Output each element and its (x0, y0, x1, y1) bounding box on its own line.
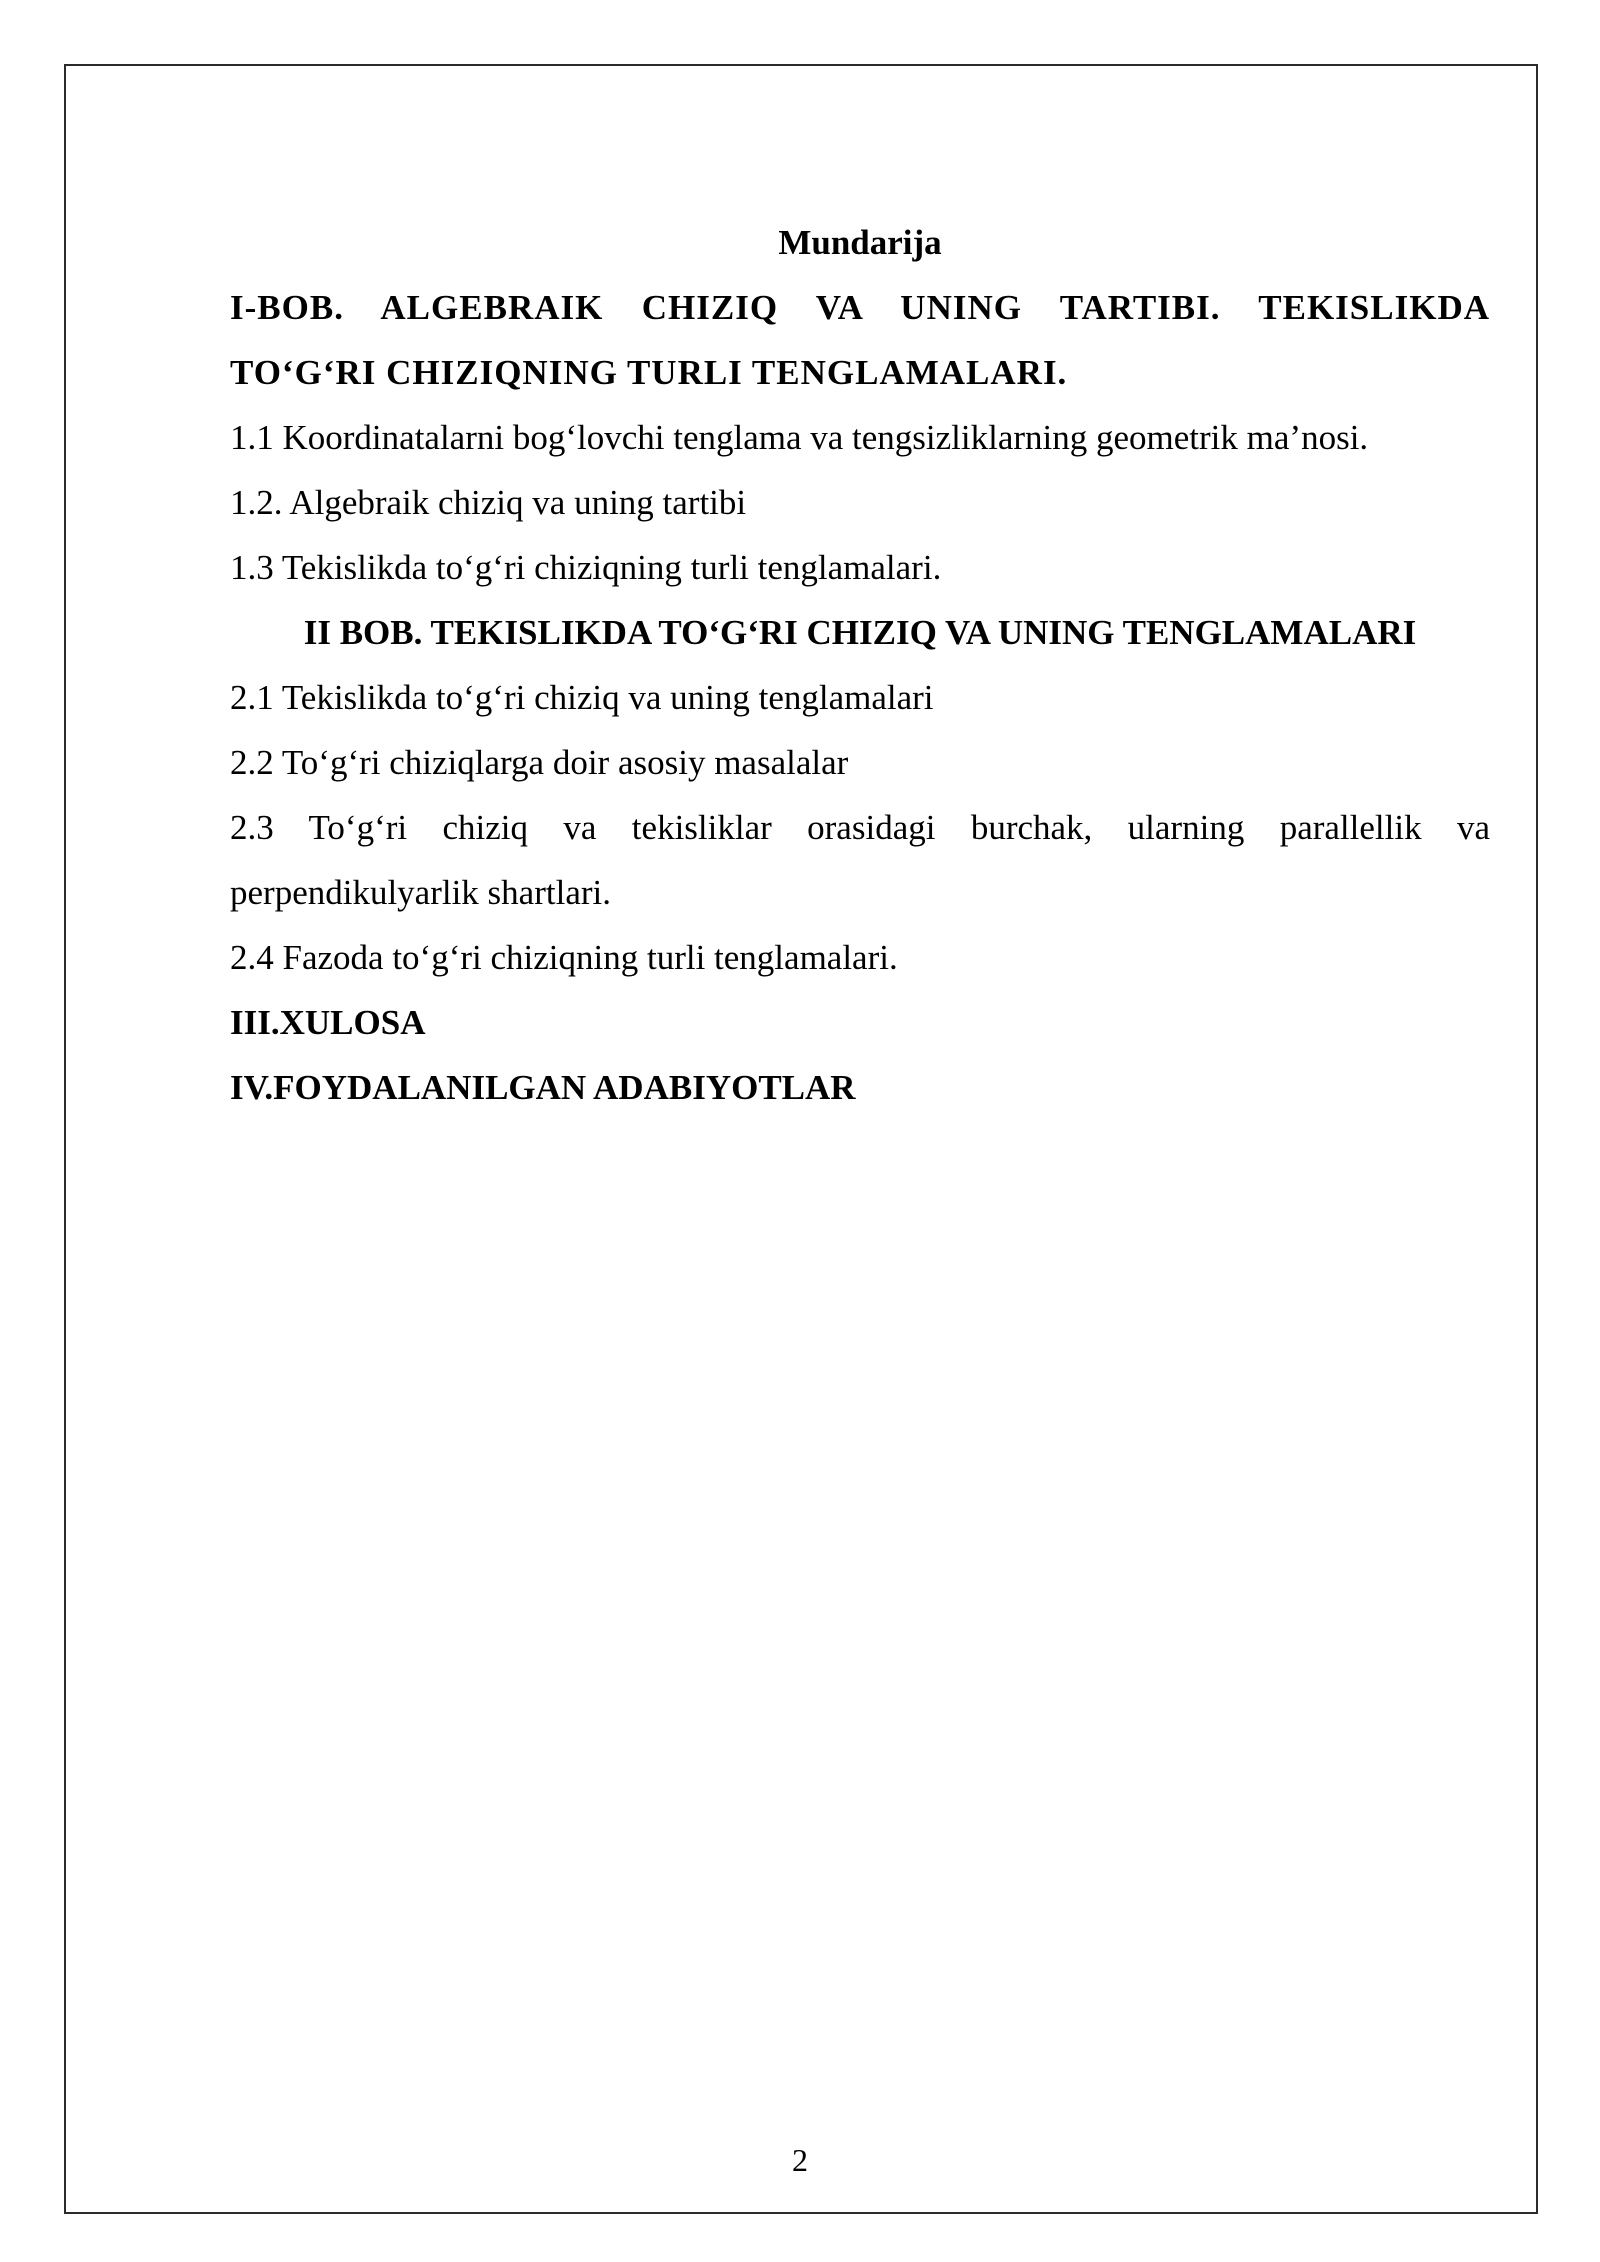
chapter-2-heading: II BOB. TEKISLIKDA TO‘G‘RI CHIZIQ VA UNING TENGLAMALARI (303, 613, 1417, 652)
table-of-contents (230, 210, 1490, 1120)
toc-title: Mundarija (778, 223, 942, 262)
toc-item-2-4: 2.4 Fazoda to‘g‘ri chiziqning turli tenglamalari. (230, 938, 898, 977)
toc-item-2-1: 2.1 Tekislikda to‘g‘ri chiziq va uning tenglamalari (230, 678, 934, 717)
toc-item-2-3-line-2: perpendikulyarlik shartlari. (230, 873, 611, 912)
toc-conclusion: III.XULOSA (230, 1003, 426, 1042)
toc-references: IV.FOYDALANILGAN ADABIYOTLAR (230, 1068, 856, 1107)
toc-item-2-3-line-1: 2.3 To‘g‘ri chiziq va tekisliklar orasidagi burchak, ularning parallellik va (230, 808, 1490, 847)
toc-item-1-2: 1.2. Algebraik chiziq va uning tartibi (230, 483, 747, 522)
toc-item-1-1: 1.1 Koordinatalarni bog‘lovchi tenglama va tengsizliklarning geometrik ma’nosi. (230, 418, 1369, 457)
chapter-1-heading-line-1: I-BOB. ALGEBRAIK CHIZIQ VA UNING TARTIBI. TEKISLIKDA (230, 288, 1490, 327)
page-number: 2 (792, 2142, 808, 2178)
toc-item-1-3: 1.3 Tekislikda to‘g‘ri chiziqning turli tenglamalari. (230, 548, 942, 587)
toc-item-2-2: 2.2 To‘g‘ri chiziqlarga doir asosiy masalalar (230, 743, 849, 782)
chapter-1-heading-line-2: TO‘G‘RI CHIZIQNING TURLI TENGLAMALARI. (230, 353, 1068, 392)
